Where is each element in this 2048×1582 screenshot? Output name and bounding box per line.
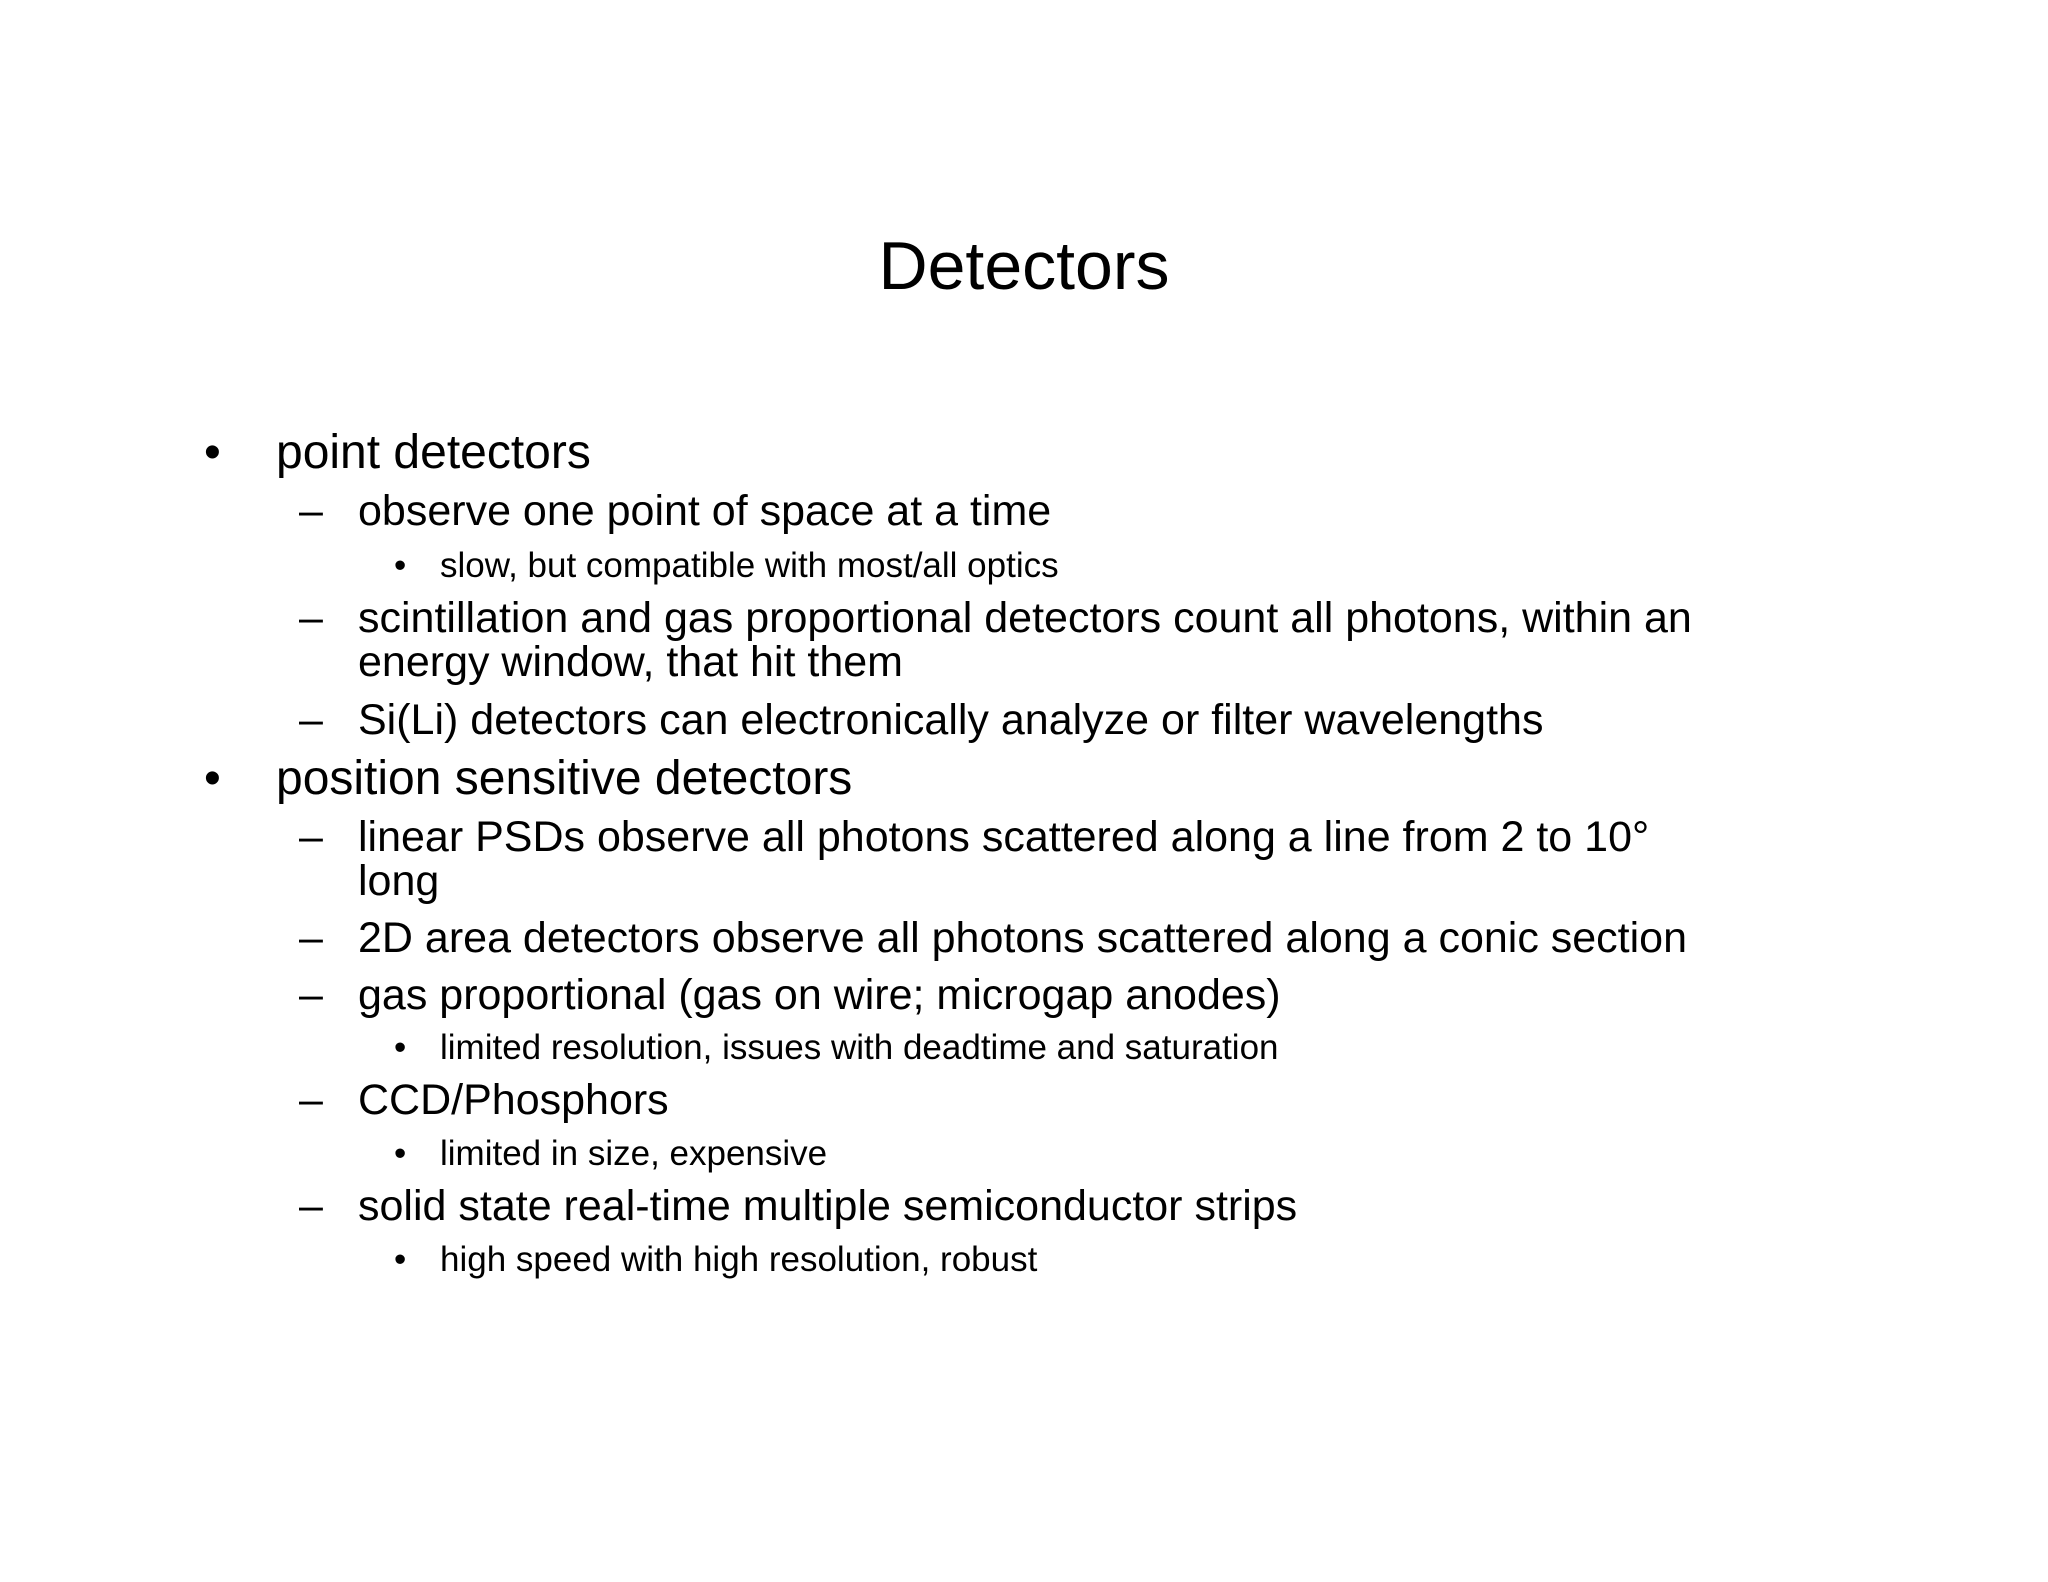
bullet-position-sensitive <box>204 752 853 805</box>
sub-bullet-text: scintillation and gas proportional detectors count all photons, within an <box>358 594 1692 642</box>
sub-bullet-linear-psds-continued <box>358 859 439 903</box>
sub-bullet-linear-psds <box>299 813 1650 861</box>
sub-sub-bullet-text: limited in size, expensive <box>440 1134 828 1173</box>
sub-bullet-text: solid state real-time multiple semiconductor strips <box>358 1182 1298 1230</box>
bullet-text: position sensitive detectors <box>276 752 853 805</box>
dash-marker: – <box>299 1182 323 1230</box>
sub-bullet-solid-state <box>299 1182 1298 1230</box>
sub-bullet-ccd-phosphors <box>299 1076 669 1124</box>
sub-sub-bullet-limited-resolution <box>394 1028 1279 1067</box>
dash-marker: – <box>299 914 323 962</box>
sub-bullet-text: linear PSDs observe all photons scattered along a line from 2 to 10° <box>358 813 1650 861</box>
dash-marker: – <box>299 487 323 535</box>
sub-sub-bullet-text: high speed with high resolution, robust <box>440 1240 1038 1279</box>
dash-marker: – <box>299 1076 323 1124</box>
bullet-point-detectors <box>204 426 591 479</box>
sub-sub-bullet-text: limited resolution, issues with deadtime and saturation <box>440 1028 1279 1067</box>
sub-bullet-si-li <box>299 696 1544 744</box>
sub-sub-bullet-limited-size <box>394 1134 828 1173</box>
bullet-text: point detectors <box>276 426 591 479</box>
sub-bullet-text-continued: long <box>358 857 440 905</box>
sub-bullet-scintillation-continued <box>358 640 903 684</box>
slide-title: Detectors <box>878 228 1170 304</box>
sub-sub-bullet-slow <box>394 546 1059 585</box>
bullet-marker: • <box>394 1240 407 1279</box>
sub-bullet-text: observe one point of space at a time <box>358 487 1052 535</box>
dash-marker: – <box>299 696 323 744</box>
bullet-marker: • <box>394 546 407 585</box>
bullet-marker: • <box>204 426 221 479</box>
dash-marker: – <box>299 971 323 1019</box>
dash-marker: – <box>299 813 323 861</box>
sub-bullet-text: CCD/Phosphors <box>358 1076 669 1124</box>
sub-bullet-text: 2D area detectors observe all photons scattered along a conic section <box>358 914 1688 962</box>
bullet-marker: • <box>204 752 221 805</box>
sub-bullet-text: Si(Li) detectors can electronically analyze or filter wavelengths <box>358 696 1544 744</box>
dash-marker: – <box>299 594 323 642</box>
sub-bullet-observe-one-point <box>299 487 1052 535</box>
sub-sub-bullet-high-speed <box>394 1240 1038 1279</box>
bullet-marker: • <box>394 1028 407 1067</box>
sub-sub-bullet-text: slow, but compatible with most/all optics <box>440 546 1059 585</box>
sub-bullet-text-continued: energy window, that hit them <box>358 638 903 686</box>
sub-bullet-text: gas proportional (gas on wire; microgap anodes) <box>358 971 1281 1019</box>
bullet-marker: • <box>394 1134 407 1173</box>
sub-bullet-scintillation <box>299 594 1692 642</box>
sub-bullet-2d-area <box>299 914 1688 962</box>
sub-bullet-gas-proportional <box>299 971 1281 1019</box>
